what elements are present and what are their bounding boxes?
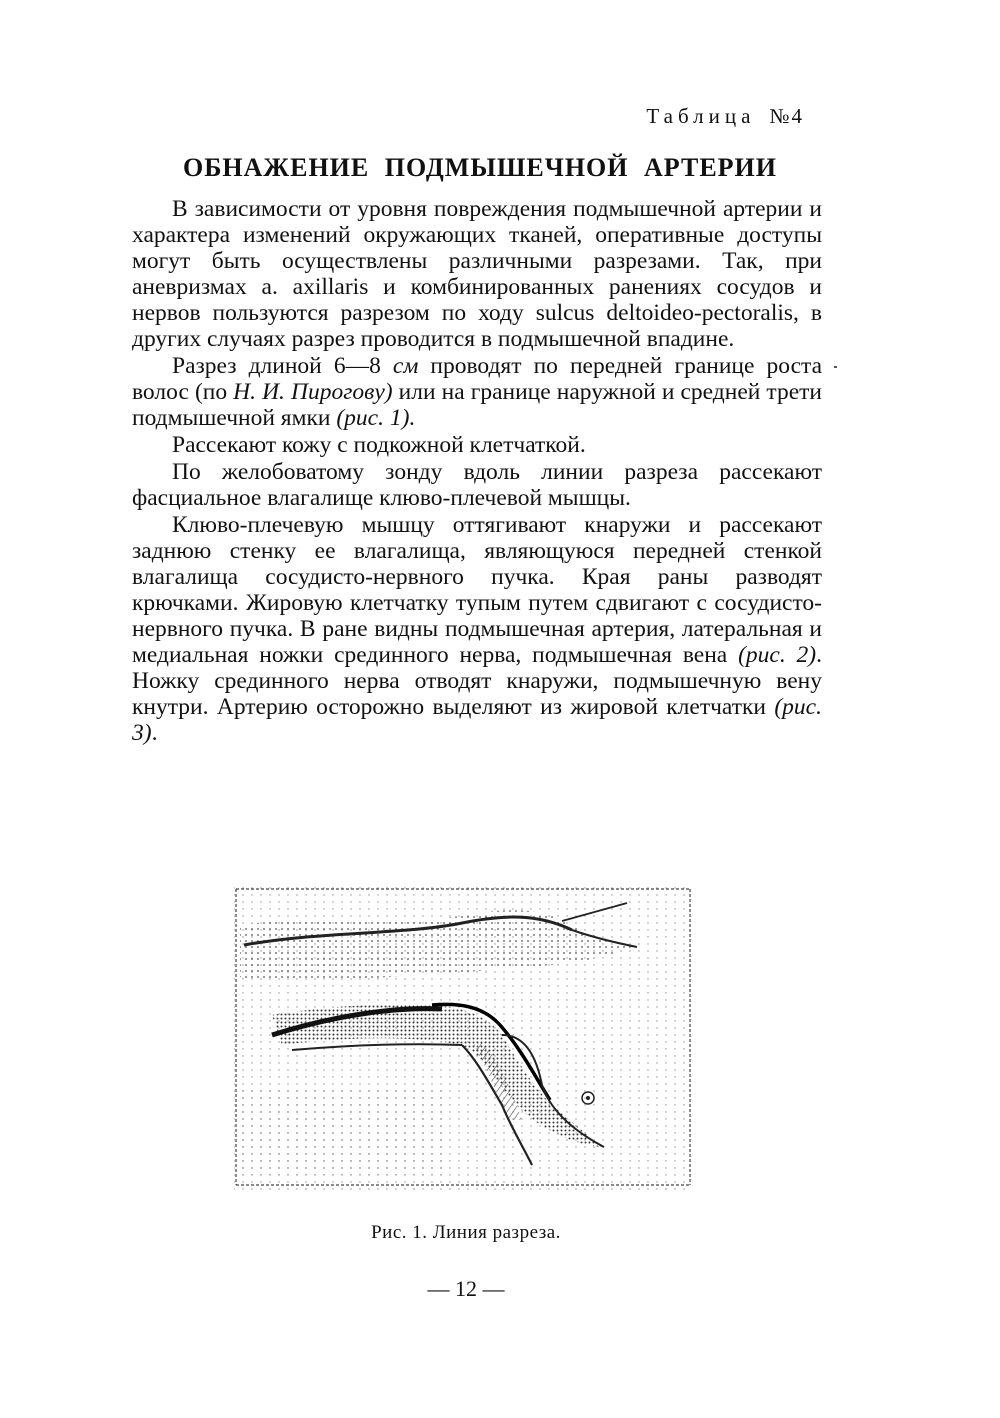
paragraph-5 bbox=[132, 512, 822, 746]
unit-cm: см bbox=[392, 353, 419, 379]
paragraph-3: Рассекают кожу с подкожной клетчаткой. bbox=[172, 432, 586, 458]
paragraph-2-text-a: Разрез длиной 6—8 bbox=[172, 353, 393, 379]
paragraph-2-text-b: проводят по передней границе роста волос (по bbox=[132, 353, 822, 405]
page-number: — 12 — bbox=[427, 1276, 505, 1301]
body-text bbox=[132, 196, 822, 746]
paragraph-5-text-a: Клюво-плечевую мышцу оттягивают кнаружи и рассекают заднюю стенку ее влагалища, являющуюся передней стенкой влагалища сосудисто-нервного пучка. Края раны разводят крючками. Жировую клетчатку тупым путем сдвигают с сосудисто-нервного пучка. В ране видны подмышечная артерия, латеральная и медиальная ножки срединного нерва, подмышечная вена bbox=[132, 512, 822, 668]
print-speck bbox=[834, 366, 837, 368]
table-label bbox=[646, 104, 804, 129]
incision-line-drawing bbox=[232, 885, 694, 1193]
figure-illustration bbox=[232, 885, 694, 1193]
figure-reference-1: (рис. 1). bbox=[336, 405, 416, 431]
figure-reference-3: (рис. 3) bbox=[132, 694, 822, 746]
page-title: ОБНАЖЕНИЕ ПОДМЫШЕЧНОЙ АРТЕРИИ bbox=[183, 153, 777, 182]
paragraph-5-text-b: . Ножку срединного нерва отводят кнаружи, подмышечную вену кнутри. Артерию осторожно выделяют из жировой клетчатки bbox=[132, 642, 822, 720]
figure-reference-2: (рис. 2) bbox=[738, 642, 817, 668]
table-number: №4 bbox=[769, 104, 804, 128]
paragraph-2-text-c: или на границе наружной и средней трети подмышечной ямки bbox=[132, 379, 822, 431]
paragraph-2 bbox=[132, 353, 822, 431]
table-word: Таблица bbox=[646, 104, 756, 128]
figure-caption: Рис. 1. Линия разреза. bbox=[371, 1222, 561, 1243]
paragraph-5-text-c: . bbox=[151, 720, 158, 746]
author-reference: Н. И. Пирогову) bbox=[233, 379, 393, 405]
paragraph-4: По желобоватому зонду вдоль линии разреза рассекают фасциальное влагалище клюво-плечевой мышцы. bbox=[132, 459, 822, 511]
paragraph-1: В зависимости от уровня повреждения подмышечной артерии и характера изменений окружающих тканей, оперативные доступы могут быть осуществлены различными разрезами. Так, при аневризмах a. axillaris и комбинированных ранениях сосудов и нервов пользуются разрезом по ходу sulcus deltoideo-pectoralis, в других случаях разрез проводится в подмышечной впадине. bbox=[132, 196, 822, 352]
